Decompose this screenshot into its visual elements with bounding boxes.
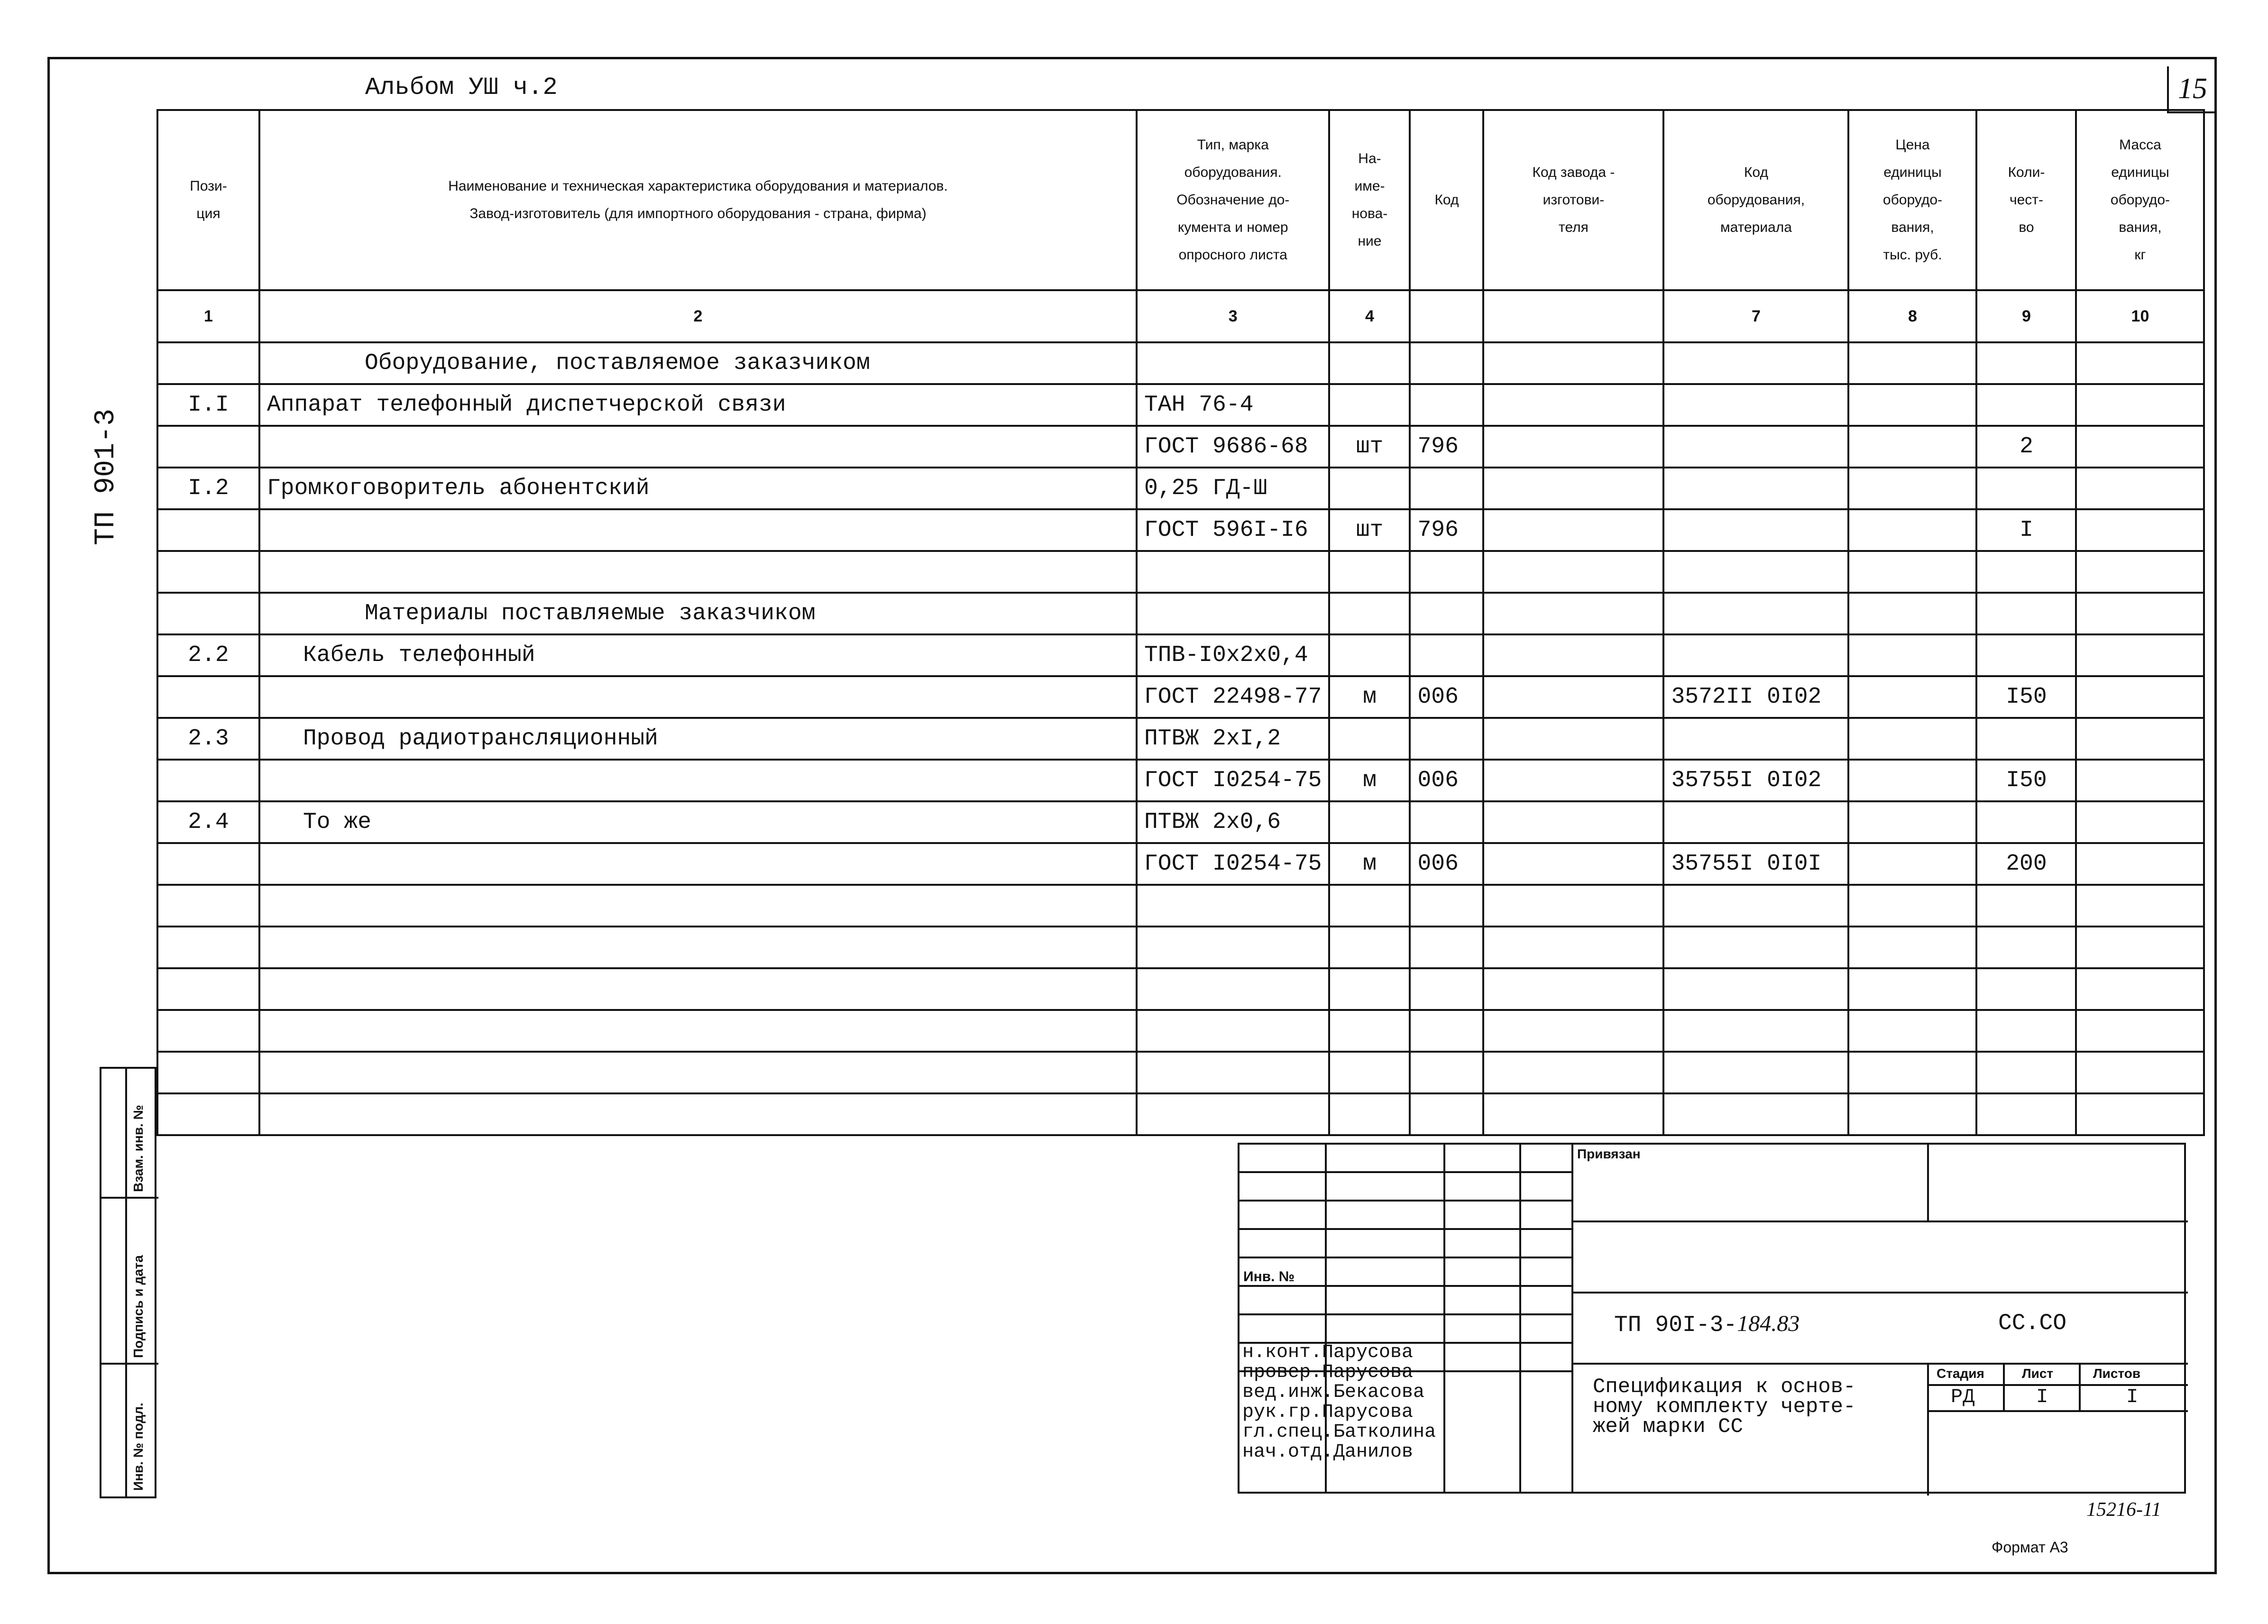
inv-no-label: Инв. № [1243, 1269, 1295, 1285]
table-row [157, 342, 2204, 384]
column-number: 10 [2076, 290, 2204, 342]
cell-price [1848, 342, 1976, 384]
cell-qty: I [1976, 509, 2076, 551]
cell-mass [2076, 1052, 2204, 1093]
cell-pos [157, 593, 259, 634]
cell-mfr [1483, 927, 1663, 968]
cell-code [1663, 426, 1848, 468]
cell-code [1663, 509, 1848, 551]
signer-row [1242, 1342, 1413, 1363]
cell-name [259, 927, 1137, 968]
cell-mass [2076, 384, 2204, 426]
cell-type: ГОСТ 9686-68 [1137, 426, 1329, 468]
column-number: 2 [259, 290, 1137, 342]
cell-unit [1329, 468, 1410, 509]
column-number-row [157, 290, 2204, 342]
cell-type: ПТВЖ 2x0,6 [1137, 801, 1329, 843]
signer-role: нач.отд. [1242, 1441, 1334, 1463]
signer-row [1242, 1382, 1424, 1403]
cell-qty: 2 [1976, 426, 2076, 468]
cell-unit [1329, 885, 1410, 927]
table-row [157, 593, 2204, 634]
cell-pos [157, 342, 259, 384]
column-number [1483, 290, 1663, 342]
signer-name: Парусова [1322, 1362, 1414, 1383]
cell-name: Аппарат телефонный диспетчерской связи [259, 384, 1137, 426]
cell-code [1663, 1010, 1848, 1052]
cell-pos [157, 1010, 259, 1052]
cell-unit: м [1329, 760, 1410, 801]
cell-code [1663, 468, 1848, 509]
table-row [157, 1010, 2204, 1052]
table-row [157, 801, 2204, 843]
cell-type [1137, 342, 1329, 384]
cell-ucode: 006 [1410, 843, 1483, 885]
cell-mfr [1483, 593, 1663, 634]
stamp-inv-no: Инв. № подл. [131, 1403, 146, 1491]
column-number: 4 [1329, 290, 1410, 342]
cell-mfr [1483, 968, 1663, 1010]
cell-mfr [1483, 468, 1663, 509]
cell-pos [157, 968, 259, 1010]
cell-pos [157, 551, 259, 593]
cell-ucode [1410, 384, 1483, 426]
cell-name [259, 968, 1137, 1010]
cell-mfr [1483, 342, 1663, 384]
cell-pos: 2.4 [157, 801, 259, 843]
cell-code [1663, 342, 1848, 384]
doc-mark: СС.СО [1998, 1311, 2067, 1336]
cell-qty [1976, 968, 2076, 1010]
cell-ucode [1410, 885, 1483, 927]
cell-pos [157, 509, 259, 551]
cell-qty [1976, 593, 2076, 634]
cell-name [259, 760, 1137, 801]
cell-name: Кабель телефонный [259, 634, 1137, 676]
cell-ucode [1410, 801, 1483, 843]
table-row [157, 384, 2204, 426]
sheet-value: I [2036, 1385, 2048, 1408]
cell-mass [2076, 801, 2204, 843]
stage-value: РД [1951, 1385, 1975, 1408]
cell-pos [157, 885, 259, 927]
cell-pos [157, 760, 259, 801]
cell-mass [2076, 342, 2204, 384]
cell-price [1848, 468, 1976, 509]
cell-type [1137, 968, 1329, 1010]
cell-mfr [1483, 1093, 1663, 1135]
signer-role: н.конт. [1242, 1342, 1322, 1363]
cell-qty [1976, 718, 2076, 760]
cell-pos: I.I [157, 384, 259, 426]
cell-type [1137, 593, 1329, 634]
cell-qty [1976, 551, 2076, 593]
cell-ucode [1410, 634, 1483, 676]
table-row [157, 551, 2204, 593]
cell-pos: 2.2 [157, 634, 259, 676]
cell-qty [1976, 342, 2076, 384]
specification-table [156, 109, 2205, 1136]
cell-price [1848, 593, 1976, 634]
cell-name [259, 843, 1137, 885]
cell-ucode: 006 [1410, 760, 1483, 801]
bottom-code: 15216-11 [2086, 1499, 2161, 1521]
column-header: Код завода - изготови- теля [1483, 110, 1663, 290]
cell-ucode [1410, 551, 1483, 593]
cell-mass [2076, 634, 2204, 676]
cell-unit [1329, 593, 1410, 634]
cell-ucode [1410, 593, 1483, 634]
cell-mfr [1483, 760, 1663, 801]
cell-code [1663, 801, 1848, 843]
signer-role: вед.инж. [1242, 1382, 1334, 1403]
cell-mfr [1483, 885, 1663, 927]
table-row [157, 885, 2204, 927]
cell-price [1848, 718, 1976, 760]
cell-ucode: 006 [1410, 676, 1483, 718]
cell-name [259, 1052, 1137, 1093]
sheets-value: I [2126, 1385, 2139, 1408]
cell-ucode [1410, 1093, 1483, 1135]
stamp-sign-date: Подпись и дата [131, 1255, 146, 1358]
cell-mass [2076, 968, 2204, 1010]
cell-name: То же [259, 801, 1137, 843]
column-number: 7 [1663, 290, 1848, 342]
cell-ucode [1410, 1010, 1483, 1052]
cell-type: 0,25 ГД-Ш [1137, 468, 1329, 509]
table-row [157, 676, 2204, 718]
cell-ucode [1410, 1052, 1483, 1093]
column-header: На- име- нова- ние [1329, 110, 1410, 290]
side-code: ТП 901-3 [90, 408, 122, 545]
cell-code: 35755I 0I0I [1663, 843, 1848, 885]
cell-name [259, 885, 1137, 927]
cell-qty [1976, 1093, 2076, 1135]
cell-mass [2076, 676, 2204, 718]
cell-name [259, 1010, 1137, 1052]
column-header: Коли- чест- во [1976, 110, 2076, 290]
column-header: Масса единицы оборудо- вания, кг [2076, 110, 2204, 290]
cell-price [1848, 384, 1976, 426]
privyazan-label: Привязан [1577, 1147, 1641, 1161]
cell-price [1848, 1093, 1976, 1135]
sheet-corner-number: 15 [2167, 66, 2216, 113]
cell-mfr [1483, 1010, 1663, 1052]
signer-row [1242, 1362, 1413, 1383]
cell-price [1848, 760, 1976, 801]
cell-code [1663, 1052, 1848, 1093]
cell-code [1663, 1093, 1848, 1135]
cell-price [1848, 426, 1976, 468]
cell-unit: шт [1329, 509, 1410, 551]
cell-name [259, 676, 1137, 718]
sheet-header: Лист [2022, 1366, 2054, 1381]
column-header: Код [1410, 110, 1483, 290]
table-row [157, 927, 2204, 968]
cell-code [1663, 885, 1848, 927]
cell-code [1663, 384, 1848, 426]
cell-qty [1976, 1052, 2076, 1093]
table-row [157, 968, 2204, 1010]
cell-unit: м [1329, 843, 1410, 885]
cell-name: Провод радиотрансляционный [259, 718, 1137, 760]
cell-mass [2076, 718, 2204, 760]
cell-type: ТПВ-I0x2x0,4 [1137, 634, 1329, 676]
cell-name: Оборудование, поставляемое заказчиком [259, 342, 1137, 384]
column-number: 3 [1137, 290, 1329, 342]
signer-name: Батколина [1333, 1422, 1436, 1443]
cell-price [1848, 843, 1976, 885]
cell-qty [1976, 1010, 2076, 1052]
cell-qty: I50 [1976, 676, 2076, 718]
cell-qty [1976, 801, 2076, 843]
table-row [157, 426, 2204, 468]
table-row [157, 1052, 2204, 1093]
cell-ucode [1410, 927, 1483, 968]
cell-unit [1329, 1052, 1410, 1093]
cell-ucode [1410, 718, 1483, 760]
cell-qty: 200 [1976, 843, 2076, 885]
signer-row [1242, 1441, 1413, 1463]
column-number: 9 [1976, 290, 2076, 342]
cell-code: 35755I 0I02 [1663, 760, 1848, 801]
table-row [157, 843, 2204, 885]
cell-unit [1329, 384, 1410, 426]
header-row [157, 110, 2204, 290]
signer-name: Парусова [1322, 1342, 1414, 1363]
cell-unit [1329, 1093, 1410, 1135]
album-label: Альбом УШ ч.2 [365, 73, 558, 101]
title-block [1238, 1143, 2186, 1494]
cell-type [1137, 551, 1329, 593]
cell-type: ТАН 76-4 [1137, 384, 1329, 426]
cell-mass [2076, 468, 2204, 509]
cell-type [1137, 927, 1329, 968]
cell-code [1663, 593, 1848, 634]
table-row [157, 718, 2204, 760]
cell-mfr [1483, 551, 1663, 593]
column-number [1410, 290, 1483, 342]
cell-type [1137, 1052, 1329, 1093]
cell-code [1663, 718, 1848, 760]
cell-price [1848, 551, 1976, 593]
cell-price [1848, 509, 1976, 551]
cell-qty [1976, 384, 2076, 426]
signer-name: Бекасова [1333, 1382, 1425, 1403]
cell-pos: I.2 [157, 468, 259, 509]
sheets-header: Листов [2093, 1366, 2141, 1381]
cell-code [1663, 551, 1848, 593]
cell-mfr [1483, 801, 1663, 843]
column-header: Пози- ция [157, 110, 259, 290]
cell-price [1848, 801, 1976, 843]
signer-name: Парусова [1322, 1402, 1414, 1423]
cell-qty: I50 [1976, 760, 2076, 801]
cell-unit [1329, 968, 1410, 1010]
column-header: Тип, марка оборудования. Обозначение до- кумента и номер опросного листа [1137, 110, 1329, 290]
table-row [157, 1093, 2204, 1135]
table-row [157, 634, 2204, 676]
signer-row [1242, 1422, 1436, 1443]
cell-code [1663, 927, 1848, 968]
cell-unit [1329, 342, 1410, 384]
cell-type [1137, 1010, 1329, 1052]
cell-pos [157, 676, 259, 718]
stamp-swap: Взам. инв. № [131, 1105, 146, 1192]
cell-pos [157, 1052, 259, 1093]
cell-mass [2076, 760, 2204, 801]
cell-price [1848, 927, 1976, 968]
cell-mass [2076, 551, 2204, 593]
cell-mfr [1483, 384, 1663, 426]
cell-pos [157, 426, 259, 468]
column-number: 1 [157, 290, 259, 342]
cell-price [1848, 676, 1976, 718]
cell-name [259, 426, 1137, 468]
cell-type: ГОСТ I0254-75 [1137, 760, 1329, 801]
cell-price [1848, 885, 1976, 927]
cell-ucode [1410, 342, 1483, 384]
column-header: Наименование и техническая характеристика оборудования и материалов. Завод-изготовитель (для импортного оборудования - страна, фирма) [259, 110, 1137, 290]
cell-ucode: 796 [1410, 509, 1483, 551]
cell-qty [1976, 885, 2076, 927]
signer-name: Данилов [1333, 1441, 1414, 1463]
signer-row [1242, 1402, 1413, 1423]
cell-mfr [1483, 843, 1663, 885]
column-header: Код оборудования, материала [1663, 110, 1848, 290]
cell-unit: шт [1329, 426, 1410, 468]
cell-pos [157, 927, 259, 968]
cell-unit [1329, 718, 1410, 760]
cell-price [1848, 968, 1976, 1010]
cell-type [1137, 1093, 1329, 1135]
cell-ucode [1410, 968, 1483, 1010]
cell-code [1663, 634, 1848, 676]
cell-unit: м [1329, 676, 1410, 718]
cell-unit [1329, 927, 1410, 968]
cell-qty [1976, 634, 2076, 676]
cell-price [1848, 1010, 1976, 1052]
cell-pos: 2.3 [157, 718, 259, 760]
signer-role: провер. [1242, 1362, 1322, 1383]
cell-name [259, 551, 1137, 593]
cell-mfr [1483, 718, 1663, 760]
cell-name: Материалы поставляемые заказчиком [259, 593, 1137, 634]
cell-code [1663, 968, 1848, 1010]
cell-mfr [1483, 426, 1663, 468]
cell-mfr [1483, 509, 1663, 551]
doc-title: Спецификация к основ- ному комплекту черте- жей марки СС [1593, 1375, 1856, 1439]
cell-type: ГОСТ I0254-75 [1137, 843, 1329, 885]
cell-mass [2076, 885, 2204, 927]
side-stamp [100, 1067, 156, 1498]
signer-role: рук.гр. [1242, 1402, 1322, 1423]
format-label: Формат А3 [1992, 1539, 2068, 1556]
column-number: 8 [1848, 290, 1976, 342]
cell-type: ГОСТ 22498-77 [1137, 676, 1329, 718]
cell-name: Громкоговоритель абонентский [259, 468, 1137, 509]
cell-name [259, 1093, 1137, 1135]
cell-pos [157, 1093, 259, 1135]
cell-code: 3572II 0I02 [1663, 676, 1848, 718]
cell-unit [1329, 801, 1410, 843]
cell-mass [2076, 593, 2204, 634]
cell-type [1137, 885, 1329, 927]
cell-mfr [1483, 1052, 1663, 1093]
stage-header: Стадия [1937, 1366, 1984, 1381]
cell-name [259, 509, 1137, 551]
cell-mfr [1483, 634, 1663, 676]
table-row [157, 760, 2204, 801]
cell-mass [2076, 927, 2204, 968]
cell-mass [2076, 509, 2204, 551]
cell-pos [157, 843, 259, 885]
cell-ucode [1410, 468, 1483, 509]
doc-code: ТП 90I-3-184.83 [1614, 1311, 1800, 1338]
cell-mass [2076, 843, 2204, 885]
cell-unit [1329, 634, 1410, 676]
cell-price [1848, 1052, 1976, 1093]
cell-mass [2076, 426, 2204, 468]
cell-mfr [1483, 676, 1663, 718]
column-header: Цена единицы оборудо- вания, тыс. руб. [1848, 110, 1976, 290]
signer-role: гл.спец. [1242, 1422, 1334, 1443]
table-row [157, 468, 2204, 509]
cell-price [1848, 634, 1976, 676]
cell-mass [2076, 1010, 2204, 1052]
cell-unit [1329, 551, 1410, 593]
cell-type: ГОСТ 596I-I6 [1137, 509, 1329, 551]
cell-qty [1976, 468, 2076, 509]
cell-mass [2076, 1093, 2204, 1135]
cell-unit [1329, 1010, 1410, 1052]
cell-qty [1976, 927, 2076, 968]
cell-ucode: 796 [1410, 426, 1483, 468]
cell-type: ПТВЖ 2xI,2 [1137, 718, 1329, 760]
table-row [157, 509, 2204, 551]
